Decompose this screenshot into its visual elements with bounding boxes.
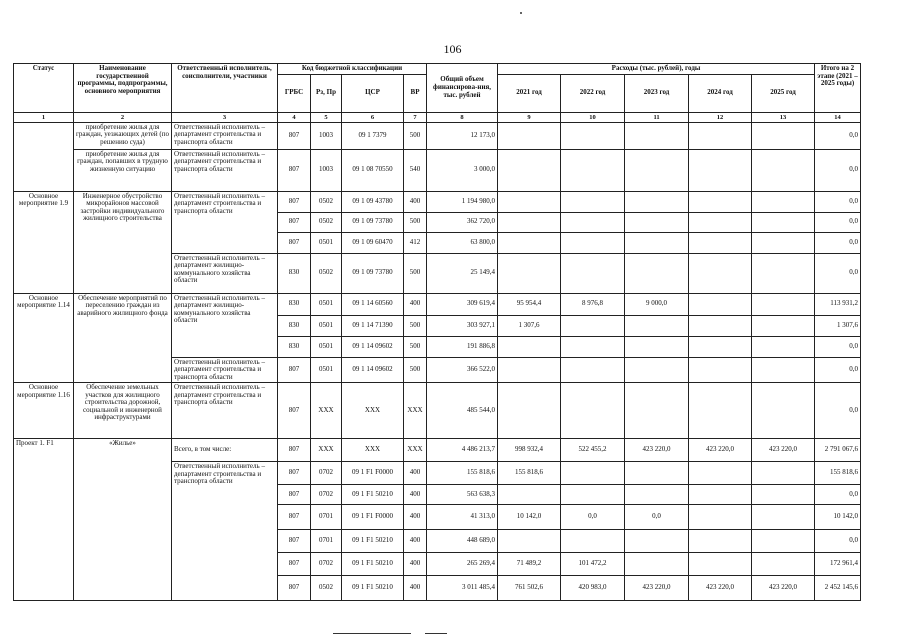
cell-y2023 [625, 315, 689, 336]
hdr-csr: ЦСР [342, 74, 404, 112]
cell-y2024 [689, 357, 752, 383]
cell-grbs: 807 [278, 462, 311, 485]
cell-y2023 [625, 253, 689, 293]
cell-grbs: 807 [278, 576, 311, 601]
cell-y2025 [752, 191, 815, 212]
cell-vr: 400 [404, 530, 427, 553]
cell-grbs: 830 [278, 315, 311, 336]
cell-itogo: 0,0 [815, 232, 861, 253]
cell-csr: XXX [342, 383, 404, 439]
cell-y2025 [752, 383, 815, 439]
cell-y2024 [689, 462, 752, 485]
cell-csr: 09 1 14 60560 [342, 293, 404, 315]
cell-vr: 400 [404, 462, 427, 485]
cell-rzpr: 0501 [311, 357, 342, 383]
cell-total: 41 313,0 [427, 505, 498, 530]
name-cell: Обеспечение мероприятий по переселению граждан из аварийного жилищного фонда [74, 293, 172, 383]
cell-vr: 400 [404, 505, 427, 530]
cell-y2023 [625, 383, 689, 439]
cell-grbs: 830 [278, 336, 311, 357]
cell-y2022: 420 983,0 [561, 576, 625, 601]
cell-y2025 [752, 357, 815, 383]
cell-y2023 [625, 462, 689, 485]
status-cell: Проект 1. F1 [14, 439, 74, 601]
cell-y2021: 71 489,2 [498, 553, 561, 576]
cell-csr: 09 1 F1 F0000 [342, 505, 404, 530]
cell-csr: 09 1 F1 F0000 [342, 462, 404, 485]
cell-y2025 [752, 530, 815, 553]
col-num: 10 [561, 112, 625, 122]
cell-grbs: 807 [278, 530, 311, 553]
cell-y2024 [689, 212, 752, 232]
footer-line [425, 633, 447, 634]
cell-total: 265 269,4 [427, 553, 498, 576]
cell-y2021: 1 307,6 [498, 315, 561, 336]
cell-rzpr: 0502 [311, 253, 342, 293]
cell-itogo: 0,0 [815, 122, 861, 149]
cell-y2023: 0,0 [625, 505, 689, 530]
cell-csr: 09 1 09 73780 [342, 212, 404, 232]
hdr-2025: 2025 год [752, 74, 815, 112]
cell-y2024 [689, 530, 752, 553]
cell-y2025 [752, 232, 815, 253]
cell-total: 4 486 213,7 [427, 439, 498, 462]
status-cell [14, 122, 74, 191]
cell-y2025 [752, 336, 815, 357]
status-cell: Основное мероприятие 1.14 [14, 293, 74, 383]
cell-y2022 [561, 462, 625, 485]
cell-y2025 [752, 505, 815, 530]
cell-y2025: 423 220,0 [752, 439, 815, 462]
cell-rzpr: 1003 [311, 149, 342, 191]
cell-grbs: 807 [278, 122, 311, 149]
cell-y2022 [561, 122, 625, 149]
col-num: 5 [311, 112, 342, 122]
cell-vr: 400 [404, 293, 427, 315]
col-num: 4 [278, 112, 311, 122]
cell-rzpr: 0502 [311, 212, 342, 232]
name-cell: приобретение жилья для граждан, попавших в трудную жизненную ситуацию [74, 149, 172, 191]
cell-y2024 [689, 383, 752, 439]
col-num: 12 [689, 112, 752, 122]
cell-y2025: 423 220,0 [752, 576, 815, 601]
cell-itogo: 2 452 145,6 [815, 576, 861, 601]
cell-itogo: 172 961,4 [815, 553, 861, 576]
col-num: 3 [172, 112, 278, 122]
cell-y2021: 761 502,6 [498, 576, 561, 601]
col-num: 9 [498, 112, 561, 122]
col-num: 8 [427, 112, 498, 122]
cell-y2021 [498, 357, 561, 383]
header-row [14, 64, 861, 75]
executor-cell: Ответственный исполнитель – департамент строительства и транспорта области [172, 122, 278, 149]
cell-y2023 [625, 212, 689, 232]
cell-y2022 [561, 253, 625, 293]
cell-itogo: 2 791 067,6 [815, 439, 861, 462]
hdr-budget-code: Код бюджетной классификации [278, 64, 427, 75]
cell-y2025 [752, 485, 815, 505]
cell-y2024 [689, 122, 752, 149]
cell-y2025 [752, 315, 815, 336]
hdr-2021: 2021 год [498, 74, 561, 112]
cell-total: 448 689,0 [427, 530, 498, 553]
cell-rzpr: 0702 [311, 485, 342, 505]
cell-y2022: 0,0 [561, 505, 625, 530]
cell-vr: 500 [404, 315, 427, 336]
cell-y2021: 155 818,6 [498, 462, 561, 485]
cell-total: 1 194 980,0 [427, 191, 498, 212]
cell-y2022 [561, 336, 625, 357]
cell-csr: 09 1 14 09602 [342, 357, 404, 383]
cell-y2025 [752, 253, 815, 293]
cell-y2022 [561, 212, 625, 232]
cell-y2022 [561, 530, 625, 553]
budget-table [13, 63, 861, 601]
cell-total: 563 638,3 [427, 485, 498, 505]
executor-cell: Ответственный исполнитель – департамент строительства и транспорта области [172, 383, 278, 439]
cell-total: 3 000,0 [427, 149, 498, 191]
hdr-expenses: Расходы (тыс. рублей), годы [498, 64, 815, 75]
cell-y2025 [752, 212, 815, 232]
cell-y2023: 423 220,0 [625, 576, 689, 601]
hdr-executor: Ответственный исполнитель, соисполнители, участники [172, 64, 278, 113]
hdr-status: Статус [14, 64, 74, 113]
cell-y2022 [561, 357, 625, 383]
cell-y2024 [689, 293, 752, 315]
cell-itogo: 10 142,0 [815, 505, 861, 530]
cell-rzpr: 0501 [311, 232, 342, 253]
cell-y2024 [689, 485, 752, 505]
cell-total: 155 818,6 [427, 462, 498, 485]
cell-grbs: 807 [278, 212, 311, 232]
cell-y2021 [498, 336, 561, 357]
cell-vr: 400 [404, 576, 427, 601]
cell-total: 309 619,4 [427, 293, 498, 315]
cell-total: 191 886,8 [427, 336, 498, 357]
cell-vr: 500 [404, 336, 427, 357]
cell-itogo: 0,0 [815, 485, 861, 505]
cell-vr: 500 [404, 253, 427, 293]
cell-y2022 [561, 149, 625, 191]
col-num: 7 [404, 112, 427, 122]
cell-csr: 09 1 7379 [342, 122, 404, 149]
cell-grbs: 807 [278, 149, 311, 191]
cell-total: 485 544,0 [427, 383, 498, 439]
cell-vr: 412 [404, 232, 427, 253]
cell-y2025 [752, 149, 815, 191]
cell-y2021 [498, 191, 561, 212]
cell-total: 303 927,1 [427, 315, 498, 336]
cell-y2022 [561, 232, 625, 253]
cell-itogo: 0,0 [815, 253, 861, 293]
hdr-vr: ВР [404, 74, 427, 112]
cell-csr: 09 1 F1 50210 [342, 553, 404, 576]
cell-itogo: 155 818,6 [815, 462, 861, 485]
cell-y2022 [561, 383, 625, 439]
table-row [14, 191, 861, 212]
executor-cell: Ответственный исполнитель – департамент строительства и транспорта области [172, 357, 278, 383]
cell-grbs: 807 [278, 553, 311, 576]
cell-rzpr: 0502 [311, 576, 342, 601]
cell-y2023: 423 220,0 [625, 439, 689, 462]
cell-rzpr: 0702 [311, 553, 342, 576]
cell-y2022 [561, 191, 625, 212]
cell-y2024 [689, 191, 752, 212]
cell-y2023 [625, 553, 689, 576]
cell-itogo: 0,0 [815, 383, 861, 439]
executor-cell: Ответственный исполнитель – департамент жилищно-коммунального хозяйства области [172, 253, 278, 293]
cell-grbs: 807 [278, 485, 311, 505]
hdr-total-volume: Общий объем финансирова-ния, тыс. рублей [427, 64, 498, 113]
page-number: 106 [443, 42, 462, 56]
cell-grbs: 830 [278, 253, 311, 293]
cell-y2025 [752, 553, 815, 576]
cell-itogo: 0,0 [815, 336, 861, 357]
cell-y2023 [625, 336, 689, 357]
cell-rzpr: 0501 [311, 315, 342, 336]
cell-y2024 [689, 336, 752, 357]
cell-grbs: 807 [278, 357, 311, 383]
cell-y2021: 10 142,0 [498, 505, 561, 530]
name-cell: Инженерное обустройство микрорайонов массовой застройки индивидуального жилищного строительства [74, 191, 172, 293]
cell-y2024 [689, 253, 752, 293]
cell-y2023 [625, 530, 689, 553]
col-num: 6 [342, 112, 404, 122]
executor-cell: Ответственный исполнитель – департамент строительства и транспорта области [172, 191, 278, 253]
cell-y2025 [752, 293, 815, 315]
cell-y2022: 8 976,8 [561, 293, 625, 315]
cell-y2021: 95 954,4 [498, 293, 561, 315]
cell-vr: 400 [404, 553, 427, 576]
cell-y2021 [498, 253, 561, 293]
cell-rzpr: 0502 [311, 191, 342, 212]
cell-y2024: 423 220,0 [689, 439, 752, 462]
name-cell: Обеспечение земельных участков для жилищного строительства дорожной, социальной и инженерной инфраструктурами [74, 383, 172, 439]
cell-vr: 500 [404, 122, 427, 149]
cell-vr: 400 [404, 191, 427, 212]
cell-y2025 [752, 122, 815, 149]
cell-y2021 [498, 232, 561, 253]
cell-vr: 500 [404, 357, 427, 383]
cell-csr: 09 1 14 71390 [342, 315, 404, 336]
cell-grbs: 807 [278, 439, 311, 462]
hdr-rzpr: Рз, Пр [311, 74, 342, 112]
footer-line [333, 633, 411, 634]
table-row [14, 383, 861, 439]
name-cell: «Жилье» [74, 439, 172, 601]
cell-csr: 09 1 F1 50210 [342, 485, 404, 505]
cell-total: 25 149,4 [427, 253, 498, 293]
cell-y2021 [498, 149, 561, 191]
cell-total: 12 173,0 [427, 122, 498, 149]
cell-rzpr: 0701 [311, 505, 342, 530]
cell-vr: 400 [404, 485, 427, 505]
cell-y2024 [689, 505, 752, 530]
cell-csr: 09 1 F1 50210 [342, 530, 404, 553]
cell-total: 3 011 485,4 [427, 576, 498, 601]
cell-y2024 [689, 553, 752, 576]
cell-y2023 [625, 191, 689, 212]
cell-grbs: 807 [278, 505, 311, 530]
cell-total: 366 522,0 [427, 357, 498, 383]
cell-y2023 [625, 485, 689, 505]
hdr-2022: 2022 год [561, 74, 625, 112]
cell-rzpr: XXX [311, 383, 342, 439]
cell-itogo: 0,0 [815, 530, 861, 553]
col-num: 2 [74, 112, 172, 122]
cell-y2021 [498, 383, 561, 439]
cell-y2024 [689, 232, 752, 253]
cell-itogo: 0,0 [815, 212, 861, 232]
cell-rzpr: 0701 [311, 530, 342, 553]
name-cell: приобретение жилья для граждан, уезжающих детей (по решению суда) [74, 122, 172, 149]
cell-y2021 [498, 530, 561, 553]
col-num: 11 [625, 112, 689, 122]
col-num: 13 [752, 112, 815, 122]
column-number-row [14, 112, 861, 122]
table-row [14, 149, 861, 191]
status-cell: Основное мероприятие 1.16 [14, 383, 74, 439]
table-row [14, 122, 861, 149]
cell-csr: 09 1 09 73780 [342, 253, 404, 293]
scan-speck [520, 12, 522, 14]
cell-vr: 540 [404, 149, 427, 191]
table-row [14, 293, 861, 315]
cell-y2022: 522 455,2 [561, 439, 625, 462]
cell-total: 362 720,0 [427, 212, 498, 232]
col-num: 14 [815, 112, 861, 122]
cell-total: 63 800,0 [427, 232, 498, 253]
cell-y2021 [498, 122, 561, 149]
cell-grbs: 807 [278, 383, 311, 439]
cell-grbs: 830 [278, 293, 311, 315]
cell-csr: 09 1 08 70550 [342, 149, 404, 191]
cell-vr: 500 [404, 212, 427, 232]
cell-y2025 [752, 462, 815, 485]
cell-y2021 [498, 485, 561, 505]
cell-y2023 [625, 149, 689, 191]
executor-cell: Ответственный исполнитель – департамент жилищно-коммунального хозяйства области [172, 293, 278, 357]
cell-itogo: 0,0 [815, 149, 861, 191]
executor-cell: Ответственный исполнитель – департамент строительства и транспорта области [172, 462, 278, 601]
cell-itogo: 1 307,6 [815, 315, 861, 336]
cell-csr: 09 1 09 60470 [342, 232, 404, 253]
cell-itogo: 0,0 [815, 357, 861, 383]
executor-cell: Всего, в том числе: [172, 439, 278, 462]
cell-csr: 09 1 14 09602 [342, 336, 404, 357]
cell-y2023: 9 000,0 [625, 293, 689, 315]
cell-csr: 09 1 09 43780 [342, 191, 404, 212]
status-cell: Основное мероприятие 1.9 [14, 191, 74, 293]
cell-y2024: 423 220,0 [689, 576, 752, 601]
cell-rzpr: 0501 [311, 336, 342, 357]
cell-grbs: 807 [278, 191, 311, 212]
cell-csr: 09 1 F1 50210 [342, 576, 404, 601]
col-num: 1 [14, 112, 74, 122]
cell-rzpr: 1003 [311, 122, 342, 149]
hdr-grbs: ГРБС [278, 74, 311, 112]
cell-y2022 [561, 485, 625, 505]
hdr-2024: 2024 год [689, 74, 752, 112]
cell-y2021: 998 932,4 [498, 439, 561, 462]
table-row [14, 439, 861, 462]
cell-rzpr: 0501 [311, 293, 342, 315]
hdr-2023: 2023 год [625, 74, 689, 112]
cell-vr: XXX [404, 383, 427, 439]
cell-grbs: 807 [278, 232, 311, 253]
cell-csr: XXX [342, 439, 404, 462]
cell-rzpr: 0702 [311, 462, 342, 485]
hdr-name: Наименование государственной программы, подпрограммы, основного мероприятия [74, 64, 172, 113]
cell-y2022 [561, 315, 625, 336]
cell-y2023 [625, 357, 689, 383]
cell-y2024 [689, 149, 752, 191]
cell-itogo: 0,0 [815, 191, 861, 212]
cell-rzpr: XXX [311, 439, 342, 462]
hdr-itogo: Итого на 2 этапе (2021 – 2025 годы) [815, 64, 861, 113]
cell-itogo: 113 931,2 [815, 293, 861, 315]
cell-y2024 [689, 315, 752, 336]
cell-vr: XXX [404, 439, 427, 462]
cell-y2023 [625, 232, 689, 253]
cell-y2022: 101 472,2 [561, 553, 625, 576]
executor-cell: Ответственный исполнитель – департамент строительства и транспорта области [172, 149, 278, 191]
cell-y2021 [498, 212, 561, 232]
cell-y2023 [625, 122, 689, 149]
